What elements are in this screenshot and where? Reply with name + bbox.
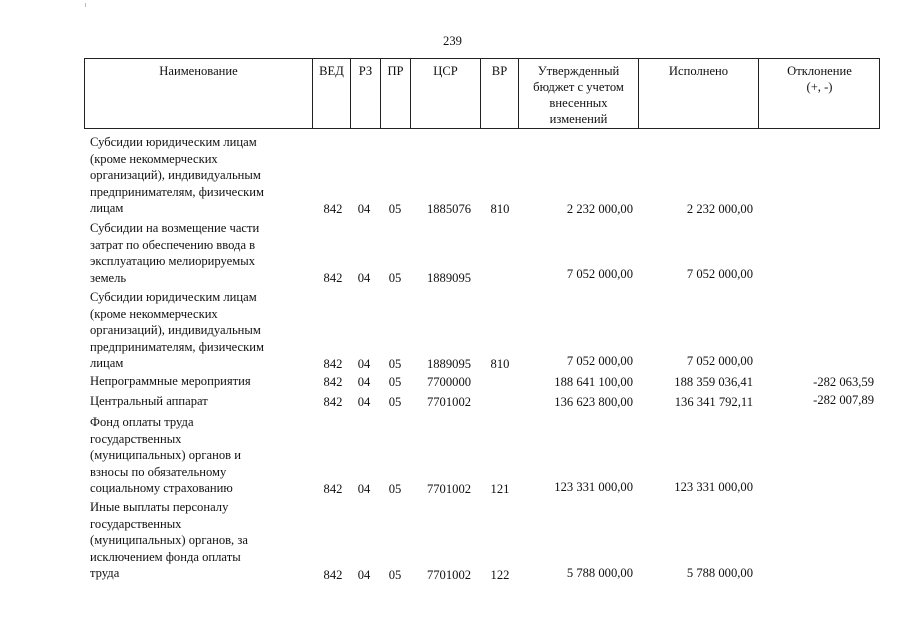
row-csr: 7701002 bbox=[426, 568, 472, 583]
table-row bbox=[0, 134, 905, 218]
row-budget: 5 788 000,00 bbox=[566, 566, 633, 581]
row-rz: 04 bbox=[357, 395, 371, 410]
row-executed: 5 788 000,00 bbox=[686, 566, 753, 581]
row-name: Субсидии юридическим лицам (кроме некоммерческих организаций), индивидуальным предпринимателям, физическим лицам bbox=[90, 290, 264, 371]
scan-mark bbox=[85, 3, 86, 7]
row-deviation: -282 063,59 bbox=[813, 375, 874, 390]
table-row bbox=[0, 393, 905, 411]
row-rz: 04 bbox=[357, 357, 371, 372]
header-executed: Исполнено bbox=[639, 59, 759, 129]
row-ved: 842 bbox=[323, 375, 343, 390]
row-name: Фонд оплаты труда государственных (муниципальных) органов и взносы по обязательному социальному страхованию bbox=[90, 415, 241, 496]
row-name: Субсидии на возмещение части затрат по обеспечению ввода в эксплуатацию мелиорируемых земель bbox=[90, 221, 260, 285]
row-budget: 7 052 000,00 bbox=[566, 267, 633, 282]
header-name: Наименование bbox=[85, 59, 313, 129]
row-rz: 04 bbox=[357, 375, 371, 390]
row-executed: 188 359 036,41 bbox=[674, 375, 753, 390]
row-vr: 810 bbox=[490, 202, 510, 217]
row-ved: 842 bbox=[323, 482, 343, 497]
row-vr: 810 bbox=[490, 357, 510, 372]
row-executed: 7 052 000,00 bbox=[686, 267, 753, 282]
table-row bbox=[0, 289, 905, 373]
table-row bbox=[0, 220, 905, 287]
row-ved: 842 bbox=[323, 395, 343, 410]
row-name: Непрограммные мероприятия bbox=[90, 374, 251, 388]
table-row bbox=[0, 498, 905, 584]
header-vr: ВР bbox=[481, 59, 519, 129]
row-ved: 842 bbox=[323, 568, 343, 583]
row-executed: 7 052 000,00 bbox=[686, 354, 753, 369]
row-pr: 05 bbox=[388, 375, 402, 390]
row-rz: 04 bbox=[357, 202, 371, 217]
row-pr: 05 bbox=[388, 482, 402, 497]
row-vr: 122 bbox=[490, 568, 510, 583]
header-csr: ЦСР bbox=[411, 59, 481, 129]
row-rz: 04 bbox=[357, 568, 371, 583]
row-name: Центральный аппарат bbox=[90, 394, 208, 408]
table-row bbox=[0, 373, 905, 391]
row-ved: 842 bbox=[323, 202, 343, 217]
row-rz: 04 bbox=[357, 482, 371, 497]
row-deviation: -282 007,89 bbox=[813, 393, 874, 408]
row-pr: 05 bbox=[388, 202, 402, 217]
row-ved: 842 bbox=[323, 271, 343, 286]
header-budget: Утвержденный бюджет с учетом внесенных изменений bbox=[519, 59, 639, 129]
row-budget: 123 331 000,00 bbox=[554, 480, 633, 495]
table-header bbox=[84, 58, 880, 129]
row-csr: 7700000 bbox=[426, 375, 472, 390]
row-rz: 04 bbox=[357, 271, 371, 286]
row-budget: 7 052 000,00 bbox=[566, 354, 633, 369]
table-row bbox=[0, 414, 905, 498]
header-pr: ПР bbox=[381, 59, 411, 129]
row-name: Субсидии юридическим лицам (кроме некоммерческих организаций), индивидуальным предпринимателям, физическим лицам bbox=[90, 135, 264, 216]
row-budget: 188 641 100,00 bbox=[554, 375, 633, 390]
row-executed: 2 232 000,00 bbox=[686, 202, 753, 217]
row-budget: 136 623 800,00 bbox=[554, 395, 633, 410]
row-csr: 1889095 bbox=[426, 271, 472, 286]
page-number: 239 bbox=[443, 34, 462, 48]
row-pr: 05 bbox=[388, 357, 402, 372]
row-csr: 1889095 bbox=[426, 357, 472, 372]
row-executed: 123 331 000,00 bbox=[674, 480, 753, 495]
row-csr: 7701002 bbox=[426, 395, 472, 410]
row-csr: 1885076 bbox=[426, 202, 472, 217]
row-csr: 7701002 bbox=[426, 482, 472, 497]
header-ved: ВЕД bbox=[313, 59, 351, 129]
row-vr: 121 bbox=[490, 482, 510, 497]
row-pr: 05 bbox=[388, 271, 402, 286]
row-executed: 136 341 792,11 bbox=[674, 395, 753, 410]
header-rz: РЗ bbox=[351, 59, 381, 129]
row-pr: 05 bbox=[388, 395, 402, 410]
row-pr: 05 bbox=[388, 568, 402, 583]
header-deviation: Отклонение (+, -) bbox=[787, 64, 852, 94]
row-budget: 2 232 000,00 bbox=[566, 202, 633, 217]
row-ved: 842 bbox=[323, 357, 343, 372]
row-name: Иные выплаты персоналу государственных (муниципальных) органов, за исключением фонда оплаты труда bbox=[90, 500, 248, 581]
